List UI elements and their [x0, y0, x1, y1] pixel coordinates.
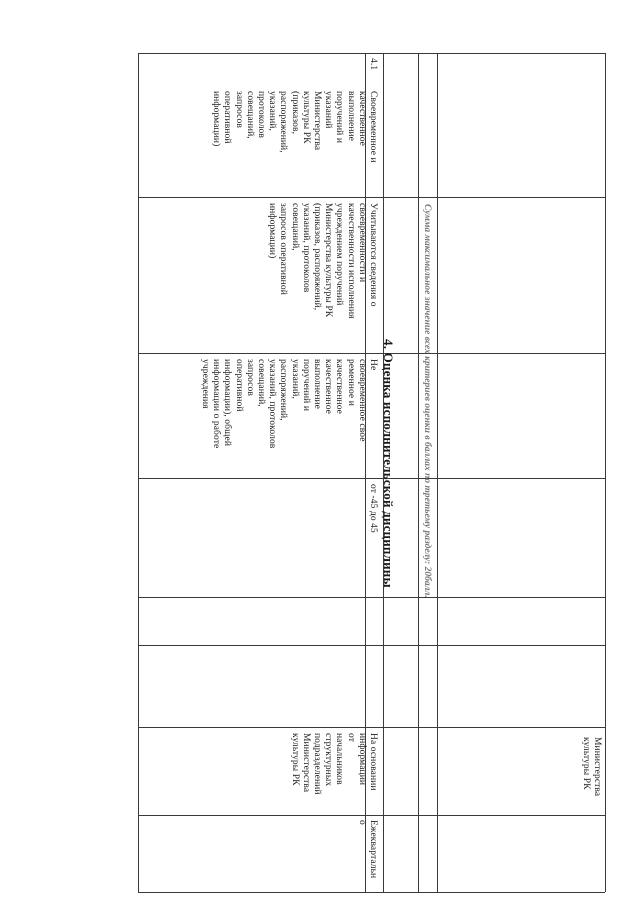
- grid-line-right: [605, 53, 606, 892]
- grid-line-total-b: [437, 53, 438, 892]
- grid-line-col-d: [138, 597, 605, 598]
- row-description: Учитываются сведения о своевременности и качественности исполнения учреждением поручений Министерства культуры РК (приказов, распоряжений, указаний, протоколов совещаний, запросов оперативной информации): [267, 203, 378, 319]
- section-total-line: Сумма максимальное значение всех критериев оценки в баллах по третьему разделу: 20балл.: [422, 204, 432, 598]
- grid-line-col-e: [138, 645, 605, 646]
- grid-line-top: [138, 53, 605, 54]
- grid-line-col-c: [138, 478, 605, 479]
- grid-line-col-g: [138, 815, 605, 816]
- row-criterion: Своевременное и качественное выполнение поручений и указаний Министерства культуры РК (приказов, распоряжений, указаний, протоколов совещаний, запросов оперативной информации): [211, 91, 378, 163]
- grid-line-bottom: [138, 892, 605, 893]
- grid-line-total: [418, 53, 419, 892]
- grid-line-col-a: [138, 197, 605, 198]
- section-title: 4. Оценка исполнительской дисциплины: [381, 339, 396, 588]
- grid-line-col-b: [138, 353, 605, 354]
- grid-line-left: [138, 53, 139, 892]
- row-score-range: от -45 до 45: [368, 484, 378, 533]
- row-number: 4.1: [368, 58, 378, 71]
- row-source: На основании информации от начальников структурных подразделений Министерства культуры РК: [289, 733, 378, 795]
- row-indicator: Не своевременное свое ременное и качественное качественное выполнение поручений и указаний, распоряжений, указаний, протоколов совещаний, запросов оперативной информации), общей информации о работе учреждения: [199, 359, 378, 449]
- grid-line-col-f: [138, 727, 605, 728]
- header-ministry-text: Министерства культуры РК: [580, 737, 602, 797]
- row-periodicity: Ежеквартальн о: [356, 820, 378, 879]
